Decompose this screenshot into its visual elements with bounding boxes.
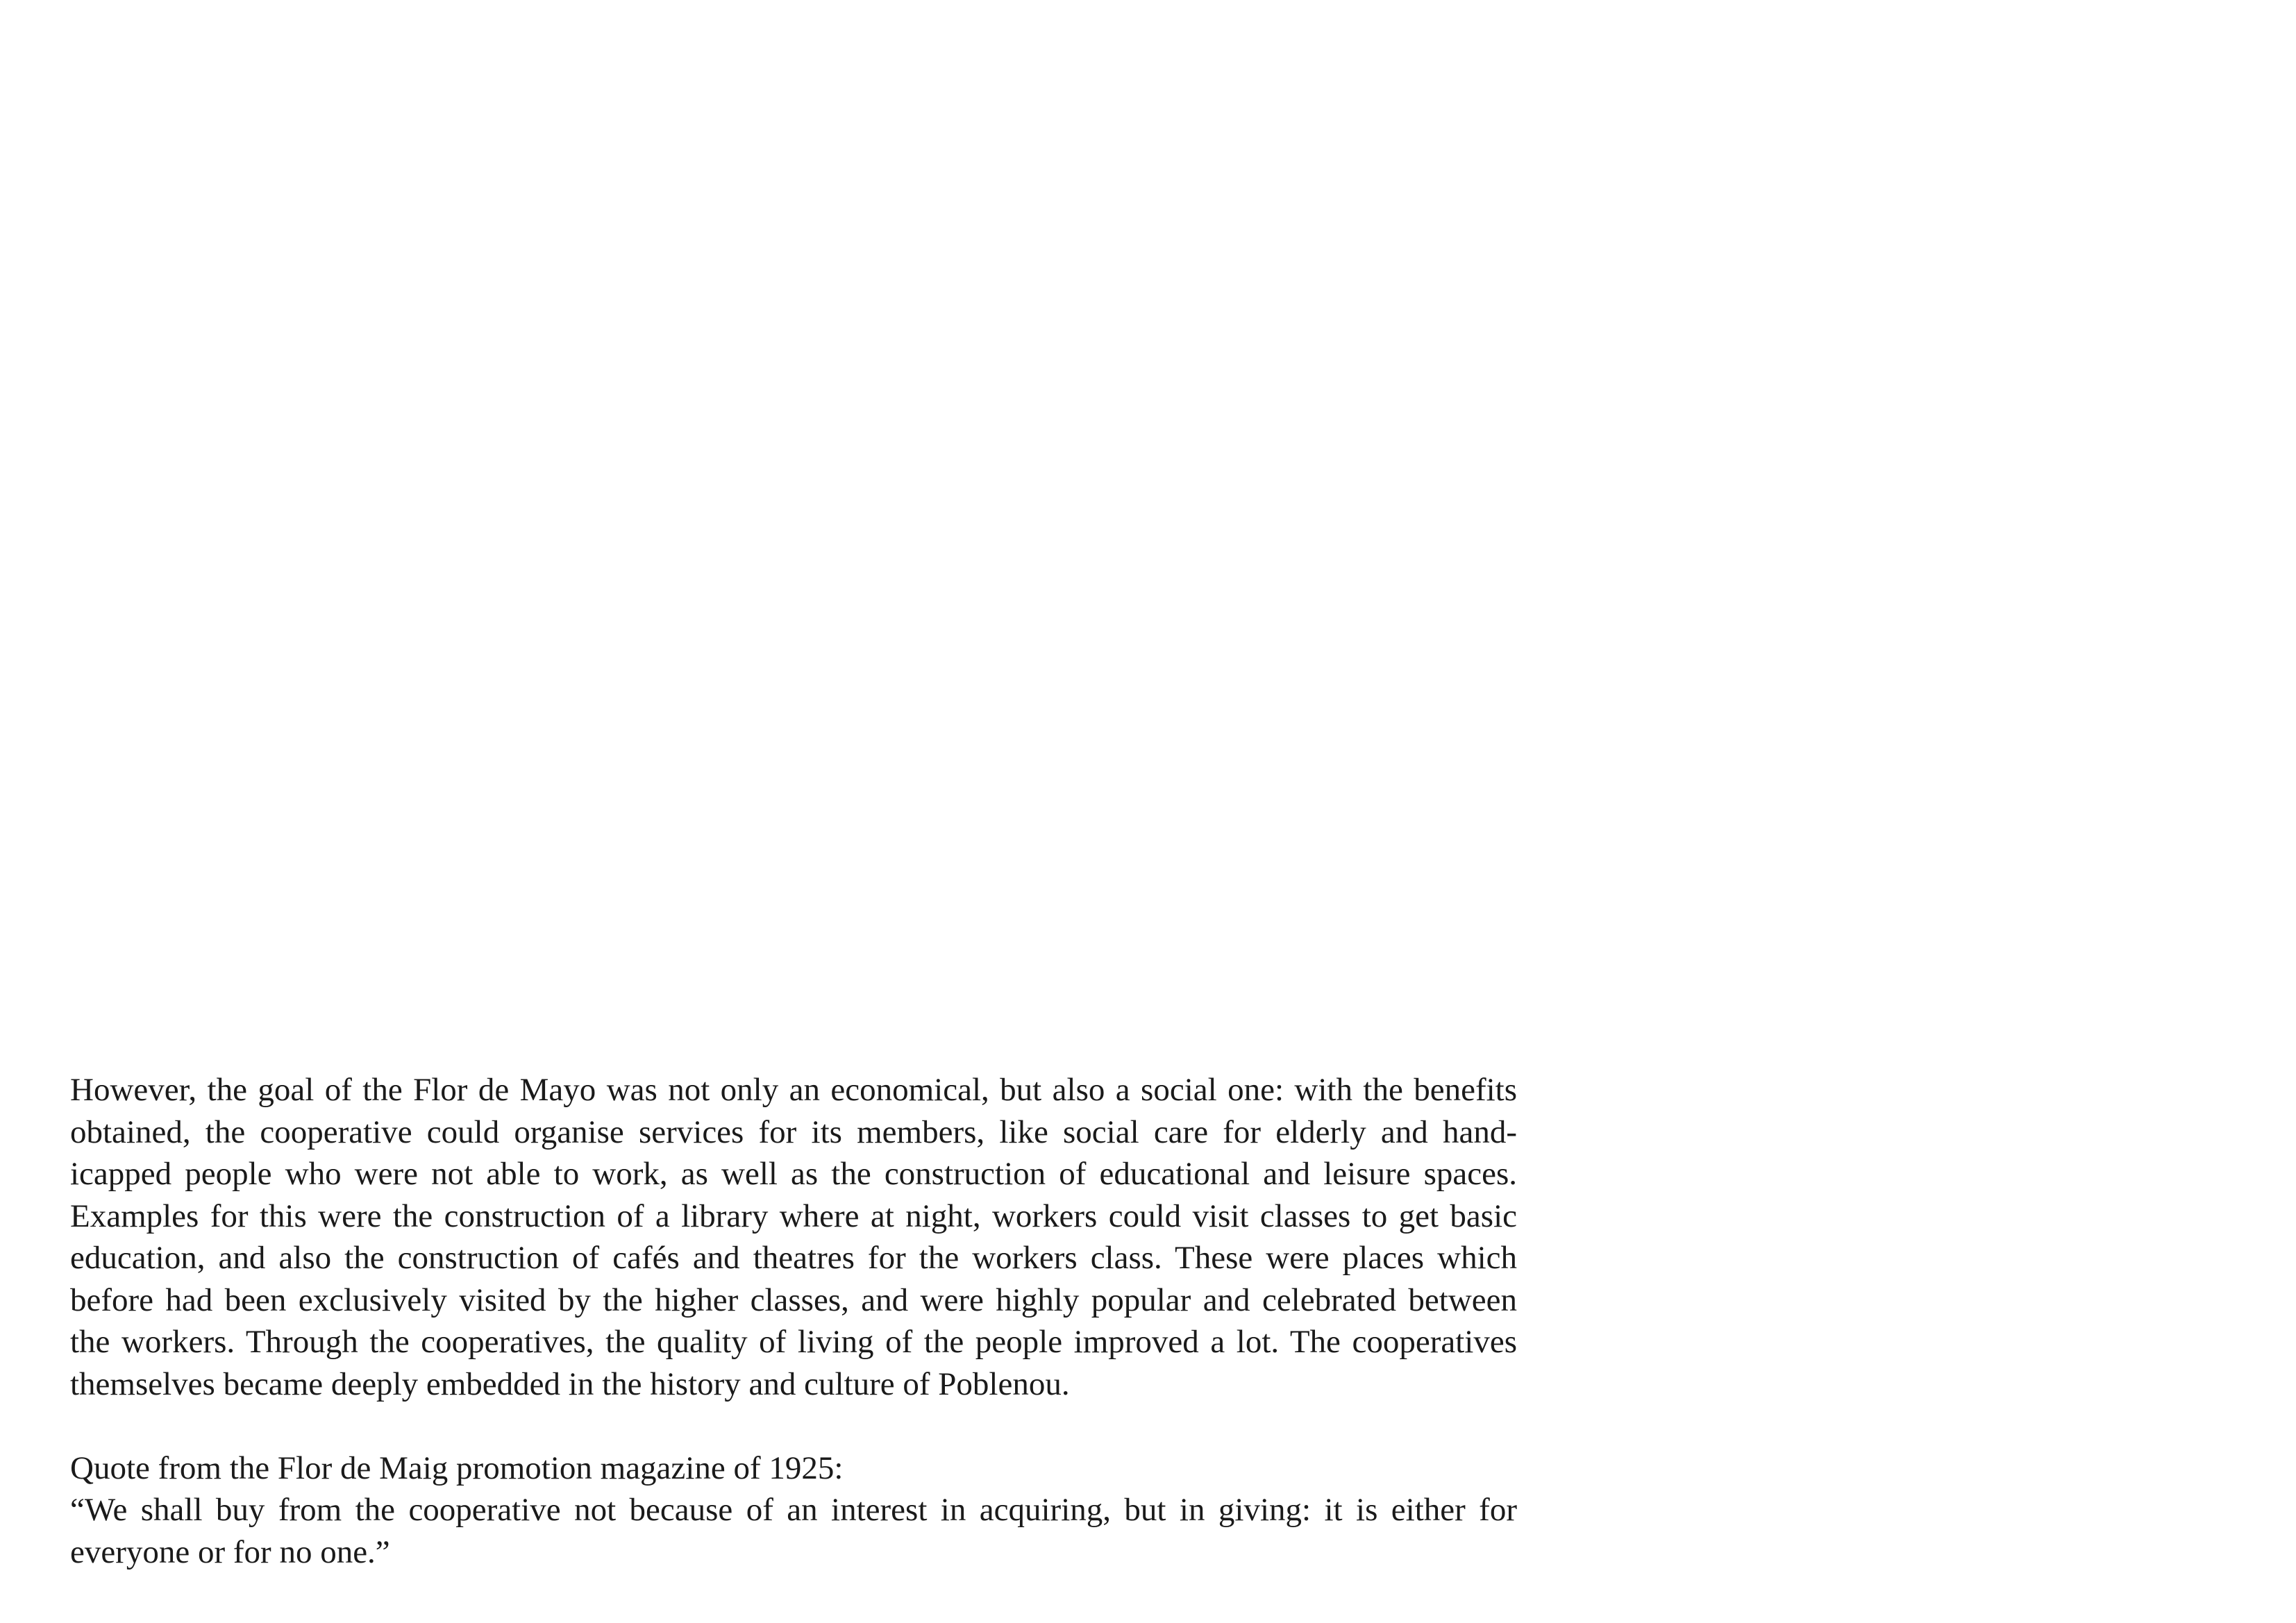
quote-line: “We shall buy from the cooperative not because of an interest in acquiring, but in giving: it is either for: [70, 1492, 1517, 1528]
text-line: obtained, the cooperative could organise services for its members, like social care for elderly and hand-: [70, 1113, 1517, 1150]
text-line: themselves became deeply embedded in the history and culture of Poblenou.: [70, 1365, 1070, 1402]
text-line: education, and also the construction of cafés and theatres for the workers class. These were places which: [70, 1240, 1517, 1276]
paragraph-cooperative-goals: [70, 1069, 1517, 1405]
body-text: [70, 1069, 1517, 1573]
text-line: before had been exclusively visited by the higher classes, and were highly popular and celebrated between: [70, 1281, 1517, 1318]
text-line: the workers. Through the cooperatives, the quality of living of the people improved a lot. The cooperatives: [70, 1324, 1517, 1360]
text-line: However, the goal of the Flor de Mayo was not only an economical, but also a social one: with the benefits: [70, 1072, 1517, 1108]
text-line: Examples for this were the construction of a library where at night, workers could visit classes to get basic: [70, 1197, 1517, 1234]
text-line: icapped people who were not able to work, as well as the construction of educational and leisure spaces.: [70, 1156, 1517, 1192]
paragraph-spacer: [70, 1405, 1517, 1447]
quote-intro: Quote from the Flor de Maig promotion magazine of 1925:: [70, 1449, 844, 1486]
quote-line: everyone or for no one.”: [70, 1533, 390, 1570]
quote-block: [70, 1447, 1517, 1574]
